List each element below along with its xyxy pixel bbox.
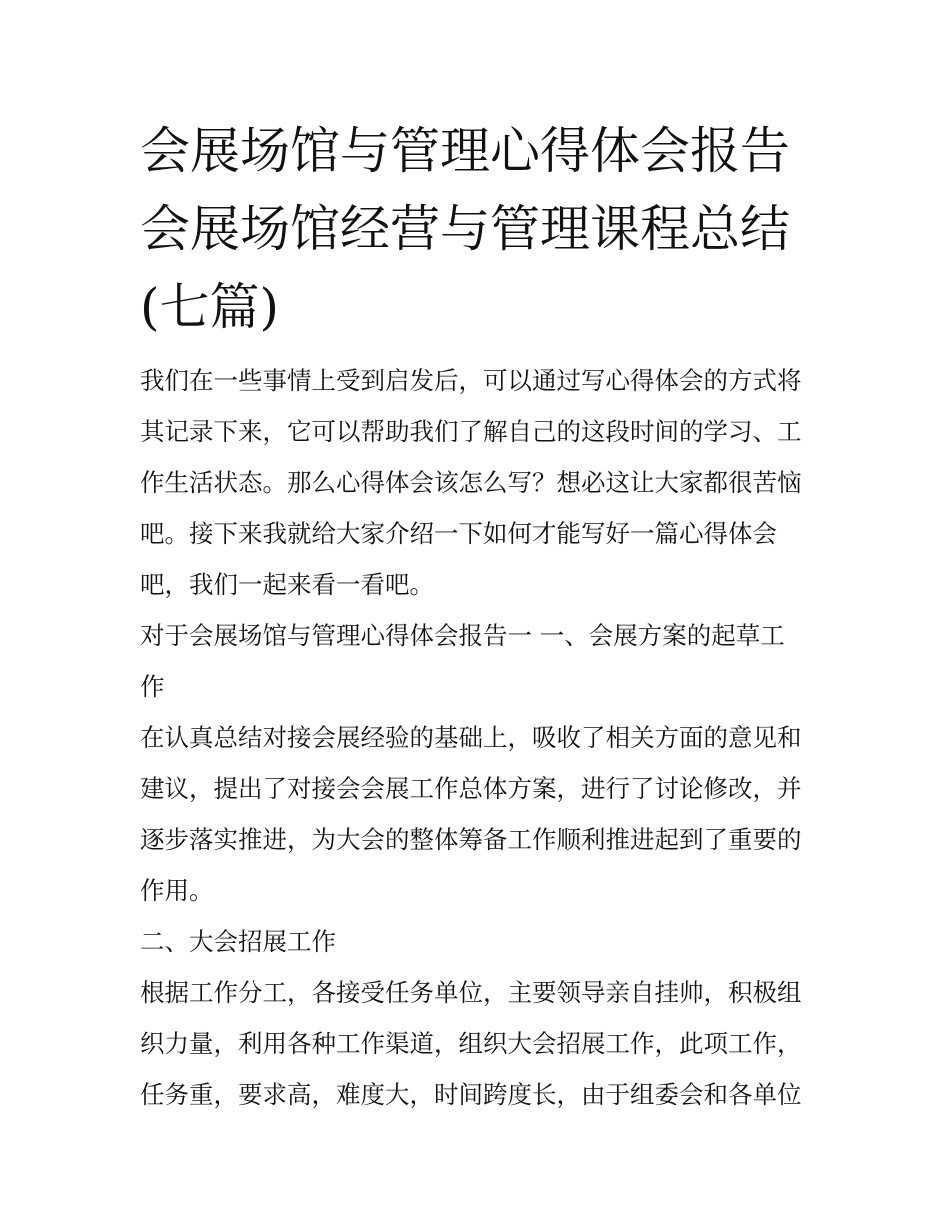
body-line: 吧。接下来我就给大家介绍一下如何才能写好一篇心得体会 [140, 519, 777, 548]
body-line: 任务重，要求高，难度大，时间跨度长，由于组委会和各单位 [140, 1080, 802, 1109]
title-line: 会展场馆经营与管理课程总结 [140, 200, 790, 258]
body-line: 根据工作分工，各接受任务单位，主要领导亲自挂帅，积极组 [140, 978, 802, 1007]
body-line: 织力量，利用各种工作渠道，组织大会招展工作，此项工作， [140, 1029, 802, 1058]
document-body [140, 355, 820, 1120]
document-title [140, 112, 820, 346]
body-line: 吧，我们一起来看一看吧。 [140, 570, 434, 599]
body-line: 建议，提出了对接会会展工作总体方案，进行了讨论修改，并 [140, 774, 802, 803]
title-line: 会展场馆与管理心得体会报告 [140, 122, 790, 180]
body-line: 在认真总结对接会展经验的基础上，吸收了相关方面的意见和 [140, 723, 802, 752]
section-heading-line: 作 [140, 672, 165, 701]
section-heading-line: 对于会展场馆与管理心得体会报告一 一、会展方案的起草工 [140, 621, 785, 650]
body-line: 作用。 [140, 876, 214, 905]
title-line: (七篇) [140, 278, 280, 336]
body-line: 其记录下来，它可以帮助我们了解自己的这段时间的学习、工 [140, 417, 802, 446]
body-line: 我们在一些事情上受到启发后，可以通过写心得体会的方式将 [140, 366, 802, 395]
body-line: 逐步落实推进，为大会的整体筹备工作顺利推进起到了重要的 [140, 825, 802, 854]
section-heading-line: 二、大会招展工作 [140, 927, 336, 956]
body-line: 作生活状态。那么心得体会该怎么写？想必这让大家都很苦恼 [140, 468, 802, 497]
